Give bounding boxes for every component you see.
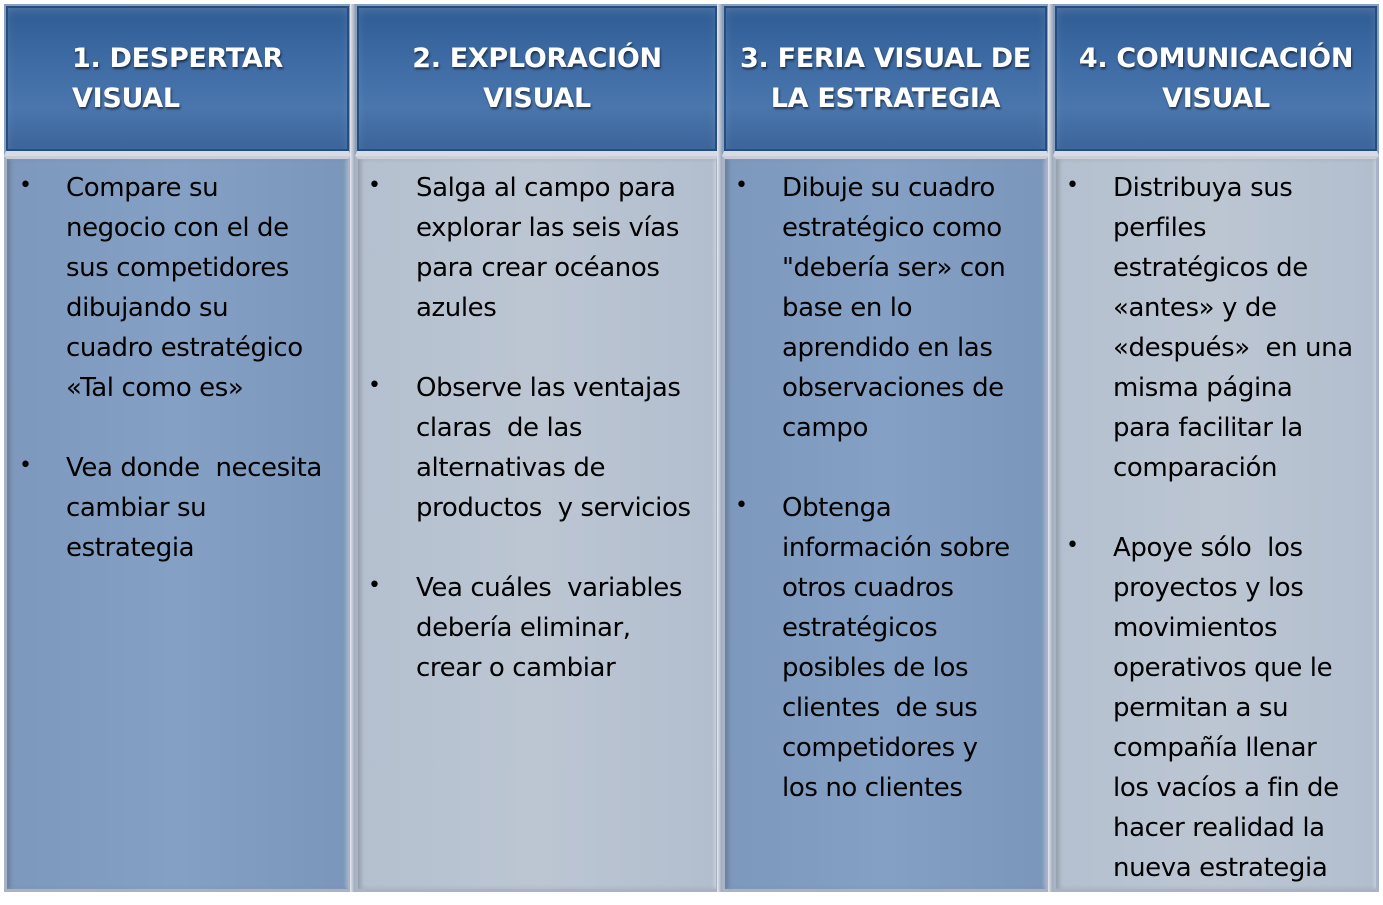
list-item: Distribuya sus perfiles estratégicos de «antes» y de «después» en una misma página para facilitar la comparación — [1113, 173, 1353, 483]
bullet-icon: • — [1066, 173, 1079, 198]
column-body — [355, 156, 719, 892]
bullet-icon: • — [368, 373, 381, 398]
list-item: Observe las ventajas claras de las alternativas de productos y servicios — [416, 373, 691, 523]
bullet-icon: • — [735, 173, 748, 198]
column-header-text: 4. COMUNICACIÓN VISUAL — [1078, 42, 1354, 114]
column-comunicacion-visual — [1053, 4, 1379, 892]
list-item: Vea donde necesita cambiar su estrategia — [66, 453, 322, 563]
list-item: Obtenga información sobre otros cuadros estratégicos posibles de los clientes de sus competidores y los no clientes — [782, 493, 1010, 803]
bullet-icon: • — [368, 173, 381, 198]
bullet-icon: • — [19, 173, 32, 198]
list-item: Vea cuáles variables debería eliminar, crear o cambiar — [416, 573, 682, 683]
list-item: Compare su negocio con el de sus competidores dibujando su cuadro estratégico «Tal como es» — [66, 173, 303, 403]
column-header — [355, 4, 719, 156]
column-body — [722, 156, 1049, 892]
column-header-text: 2. EXPLORACIÓN VISUAL — [412, 42, 662, 114]
column-despertar-visual — [4, 4, 351, 892]
column-header — [4, 4, 351, 156]
column-header — [722, 4, 1049, 156]
column-header-text: 3. FERIA VISUAL DE LA ESTRATEGIA — [740, 42, 1031, 114]
bullet-icon: • — [735, 493, 748, 518]
bullet-icon: • — [19, 453, 32, 478]
bullet-icon: • — [368, 573, 381, 598]
column-header — [1053, 4, 1379, 156]
bullet-icon: • — [1066, 533, 1079, 558]
column-body — [4, 156, 351, 892]
column-feria-visual — [722, 4, 1049, 892]
column-header-text: 1. DESPERTAR VISUAL — [72, 42, 283, 114]
list-item: Salga al campo para explorar las seis vías para crear océanos azules — [416, 173, 679, 323]
strategy-steps-table — [4, 4, 1379, 892]
list-item: Dibuje su cuadro estratégico como "debería ser» con base en lo aprendido en las observaciones de campo — [782, 173, 1006, 443]
column-body — [1053, 156, 1379, 892]
column-exploracion-visual — [355, 4, 719, 892]
list-item: Apoye sólo los proyectos y los movimientos operativos que le permitan a su compañía llenar los vacíos a fin de hacer realidad la nueva estrategia — [1113, 533, 1339, 883]
